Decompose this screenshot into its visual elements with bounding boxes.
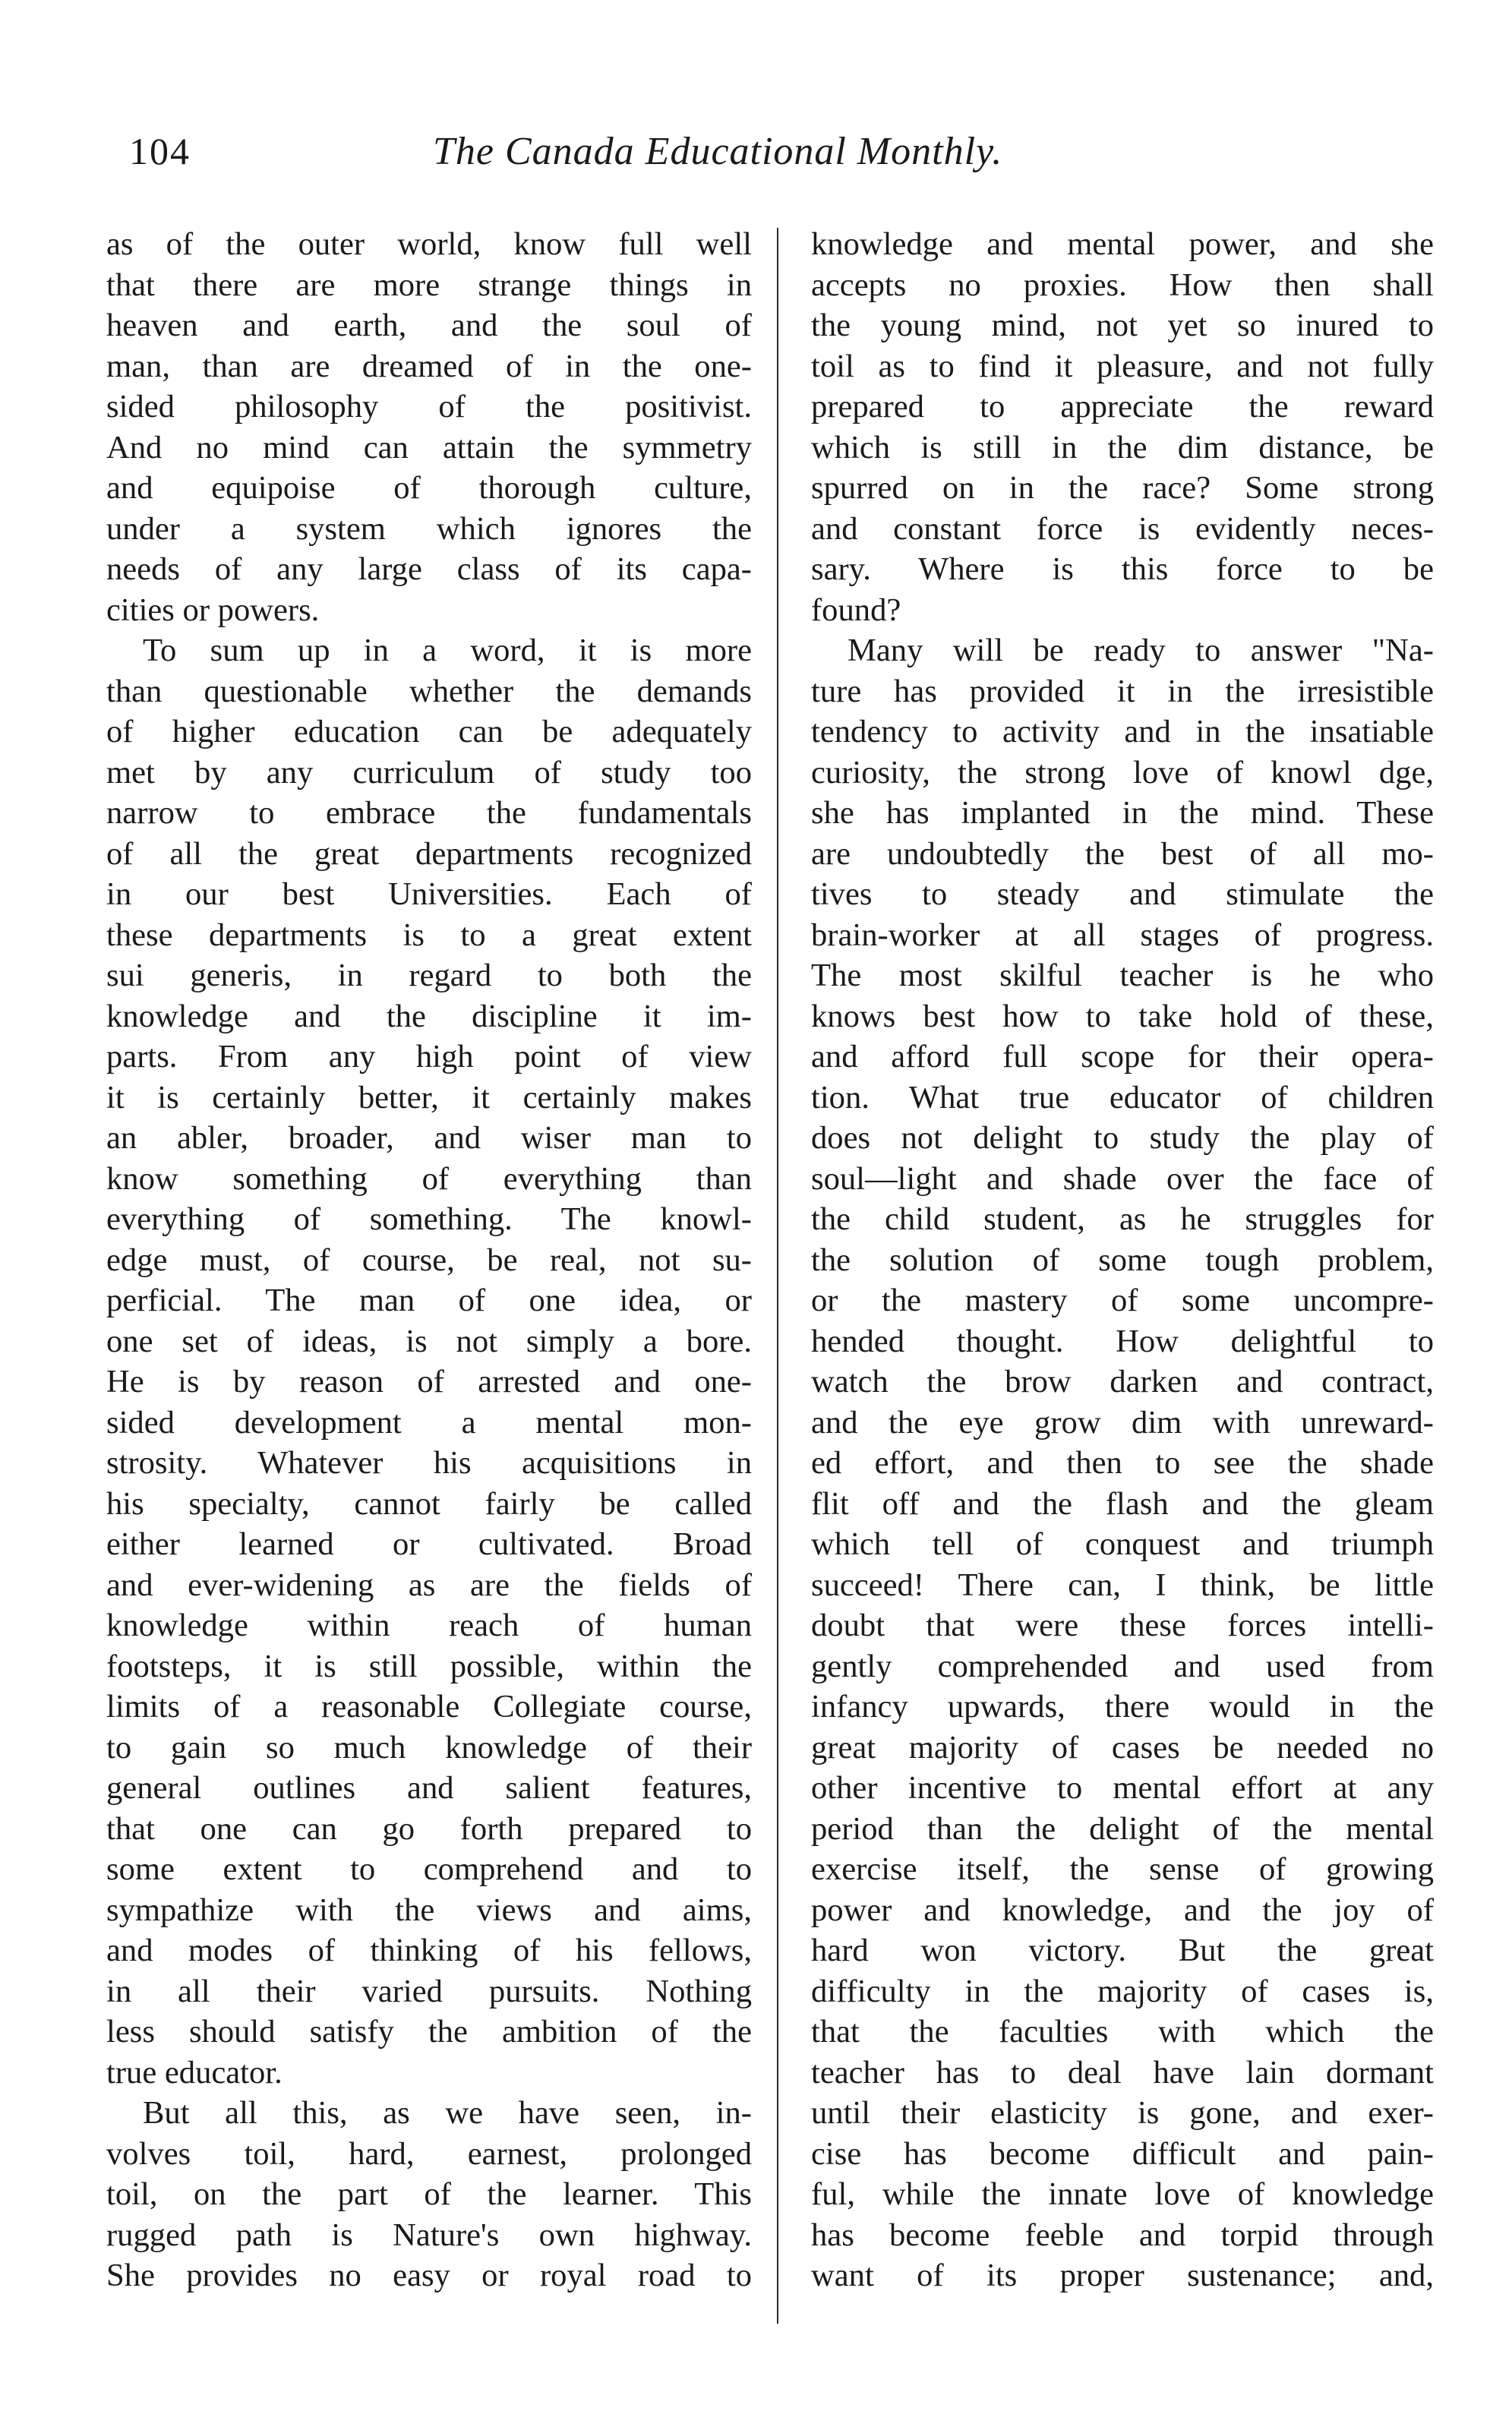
text-line: infancy upwards, there would in the	[811, 1689, 1434, 1725]
text-line: are undoubtedly the best of all mo-	[811, 835, 1434, 872]
text-line: and the eye grow dim with unreward-	[811, 1404, 1434, 1441]
text-line: exercise itself, the sense of growing	[811, 1851, 1434, 1887]
text-line: soul—light and shade over the face of	[811, 1160, 1434, 1197]
text-line: ed effort, and then to see the shade	[811, 1445, 1434, 1481]
text-line: narrow to embrace the fundamentals	[106, 795, 752, 831]
text-line: the solution of some tough problem,	[811, 1242, 1434, 1278]
text-line: these departments is to a great extent	[106, 917, 752, 953]
text-line: ture has provided it in the irresistible	[811, 673, 1434, 709]
text-line: that there are more strange things in	[106, 267, 752, 303]
text-line: met by any curriculum of study too	[106, 754, 752, 790]
text-line: that one can go forth prepared to	[106, 1810, 752, 1847]
text-line: period than the delight of the mental	[811, 1810, 1434, 1847]
text-line: either learned or cultivated. Broad	[106, 1526, 752, 1562]
text-line: heaven and earth, and the soul of	[106, 308, 752, 343]
text-line: prepared to appreciate the reward	[811, 389, 1434, 424]
text-line: want of its proper sustenance; and,	[811, 2258, 1434, 2293]
text-line: doubt that were these forces intelli-	[811, 1608, 1434, 1643]
text-line: He is by reason of arrested and one-	[106, 1364, 752, 1399]
text-line: know something of everything than	[106, 1160, 752, 1197]
text-line: rugged path is Nature's own highway.	[106, 2217, 752, 2253]
text-line: in our best Universities. Each of	[106, 876, 752, 912]
text-line: volves toil, hard, earnest, prolonged	[106, 2135, 752, 2172]
text-line: as of the outer world, know full well	[106, 226, 752, 262]
text-line: accepts no proxies. How then shall	[811, 267, 1434, 303]
text-line: which tell of conquest and triumph	[811, 1526, 1434, 1562]
text-line: curiosity, the strong love of knowl dge,	[811, 754, 1434, 790]
text-line: cities or powers.	[106, 592, 320, 628]
text-line: she has implanted in the mind. These	[811, 795, 1434, 831]
text-line: hard won victory. But the great	[811, 1933, 1434, 1968]
page-number: 104	[129, 130, 191, 172]
text-line: which is still in the dim distance, be	[811, 429, 1434, 465]
text-line: strosity. Whatever his acquisitions in	[106, 1445, 752, 1481]
page-header	[129, 129, 1132, 190]
text-line: ful, while the innate love of knowledge	[811, 2176, 1434, 2212]
text-line: that the faculties with which the	[811, 2014, 1434, 2050]
text-line: sympathize with the views and aims,	[106, 1892, 752, 1928]
left-column	[106, 224, 752, 2296]
text-line: power and knowledge, and the joy of	[811, 1892, 1434, 1928]
text-line: than questionable whether the demands	[106, 673, 752, 709]
text-line: knowledge and the discipline it im-	[106, 998, 752, 1034]
text-line: and equipoise of thorough culture,	[106, 470, 752, 506]
text-line: under a system which ignores the	[106, 510, 752, 547]
right-column	[811, 224, 1434, 2296]
text-line: And no mind can attain the symmetry	[106, 429, 752, 465]
text-line: or the mastery of some uncompre-	[811, 1283, 1434, 1318]
text-line: difficulty in the majority of cases is,	[811, 1973, 1434, 2009]
text-line: She provides no easy or royal road to	[106, 2258, 752, 2293]
text-line: and afford full scope for their opera-	[811, 1039, 1434, 1074]
text-line: perficial. The man of one idea, or	[106, 1283, 752, 1318]
text-line: knows best how to take hold of these,	[811, 998, 1434, 1034]
text-line: gently comprehended and used from	[811, 1648, 1434, 1684]
text-line: one set of ideas, is not simply a bore.	[106, 1323, 752, 1359]
text-line: it is certainly better, it certainly makes	[106, 1079, 752, 1115]
text-line: the young mind, not yet so inured to	[811, 308, 1434, 343]
text-line: toil, on the part of the learner. This	[106, 2176, 752, 2212]
text-line: great majority of cases be needed no	[811, 1729, 1434, 1766]
text-line: his specialty, cannot fairly be called	[106, 1485, 752, 1522]
text-line: sui generis, in regard to both the	[106, 958, 752, 993]
text-line: toil as to find it pleasure, and not fully	[811, 348, 1434, 384]
text-line: hended thought. How delightful to	[811, 1323, 1434, 1359]
text-line: less should satisfy the ambition of the	[106, 2014, 752, 2050]
text-line: of higher education can be adequately	[106, 714, 752, 749]
text-line: does not delight to study the play of	[811, 1120, 1434, 1156]
text-line: Many will be ready to answer "Na-	[848, 633, 1434, 668]
column-divider	[777, 228, 778, 2324]
text-line: brain-worker at all stages of progress.	[811, 917, 1434, 953]
text-line: tion. What true educator of children	[811, 1079, 1434, 1115]
text-line: to gain so much knowledge of their	[106, 1729, 752, 1766]
text-line: has become feeble and torpid through	[811, 2217, 1434, 2253]
text-line: tendency to activity and in the insatiable	[811, 714, 1434, 749]
text-line: man, than are dreamed of in the one-	[106, 348, 752, 384]
text-line: limits of a reasonable Collegiate course,	[106, 1689, 752, 1725]
text-line: until their elasticity is gone, and exer-	[811, 2095, 1434, 2131]
text-line: sided development a mental mon-	[106, 1404, 752, 1441]
text-line: found?	[811, 592, 901, 628]
text-line: sided philosophy of the positivist.	[106, 389, 752, 424]
text-line: knowledge within reach of human	[106, 1608, 752, 1643]
text-line: edge must, of course, be real, not su-	[106, 1242, 752, 1278]
text-line: tives to steady and stimulate the	[811, 876, 1434, 912]
text-line: spurred on in the race? Some strong	[811, 470, 1434, 506]
text-line: The most skilful teacher is he who	[811, 958, 1434, 993]
text-line: of all the great departments recognized	[106, 835, 752, 872]
text-line: footsteps, it is still possible, within the	[106, 1648, 752, 1684]
text-line: some extent to comprehend and to	[106, 1851, 752, 1887]
text-line: other incentive to mental effort at any	[811, 1770, 1434, 1806]
running-title: The Canada Educational Monthly.	[433, 130, 1003, 173]
text-line: knowledge and mental power, and she	[811, 226, 1434, 262]
text-line: and modes of thinking of his fellows,	[106, 1933, 752, 1968]
text-line: the child student, as he struggles for	[811, 1201, 1434, 1237]
text-line: watch the brow darken and contract,	[811, 1364, 1434, 1399]
text-line: needs of any large class of its capa-	[106, 551, 752, 587]
text-line: true educator.	[106, 2054, 283, 2091]
text-line: But all this, as we have seen, in-	[143, 2095, 752, 2131]
text-line: flit off and the flash and the gleam	[811, 1485, 1434, 1522]
text-line: sary. Where is this force to be	[811, 551, 1434, 587]
text-line: everything of something. The knowl-	[106, 1201, 752, 1237]
text-line: To sum up in a word, it is more	[143, 633, 752, 668]
text-line: succeed! There can, I think, be little	[811, 1567, 1434, 1603]
text-line: general outlines and salient features,	[106, 1770, 752, 1806]
text-line: parts. From any high point of view	[106, 1039, 752, 1074]
text-line: and constant force is evidently neces-	[811, 510, 1434, 547]
text-line: cise has become difficult and pain-	[811, 2135, 1434, 2172]
text-line: an abler, broader, and wiser man to	[106, 1120, 752, 1156]
text-line: in all their varied pursuits. Nothing	[106, 1973, 752, 2009]
text-line: teacher has to deal have lain dormant	[811, 2054, 1434, 2091]
text-line: and ever-widening as are the fields of	[106, 1567, 752, 1603]
